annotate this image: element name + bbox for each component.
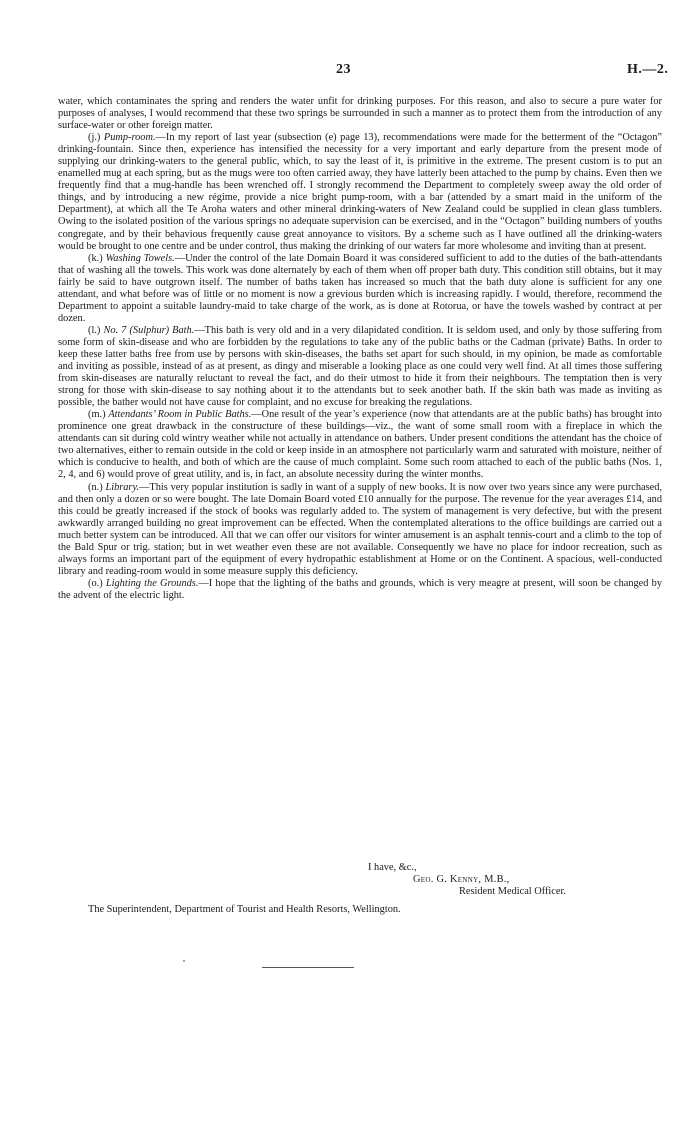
document-reference: H.—2. [627,62,669,77]
end-rule-divider [262,967,354,968]
signatory-title: Resident Medical Officer. [459,886,566,897]
section-heading: No. 7 (Sulphur) Bath. [103,324,195,336]
section-heading: Washing Towels. [105,252,175,264]
section-attendants-room [58,409,662,481]
signature-name: Geo. G. Kenny, M.B., [413,874,510,885]
section-label: (j.) [88,132,101,144]
section-washing-towels [58,253,662,325]
section-text: —This bath is very old and in a very dilapidated condition. It is seldom used, and only by those suffering from some form of skin-disease and who are forbidden by the regulations to take any of the public baths or the Cadman (private) Baths. In order to keep these latter baths free from use by persons with skin-diseases, the baths set apart for such should, in my opinion, be made as comfortable and inviting as possible, instead of as at present, as dingy and miserable a looking place as one could very well find. At all times those suffering from skin-diseases are naturally reluctant to reveal the fact, and do their utmost to hide it from their neighbours. The temptation then is very strong for those with skin-disease to say nothing about it to the attendants but to seek another bath. If the skin bath was made as inviting as possible, the bather would not have cause for complaint, and no excuse for breaking the regulations. [58,324,662,409]
section-label: (m.) [88,409,106,421]
signature [413,874,510,886]
section-heading: Attendants’ Room in Public Baths. [108,409,252,421]
section-text: —This very popular institution is sadly in want of a supply of new books. It is now over two years since any were purchased, and then only a dozen or so were bought. The late Domain Board voted £10 annually for the purpose. The revenue for the year averages £14, and this could be greatly increased if the stock of books was regularly added to. The system of management is very defective, but with the present awkwardly arranged building no great improvement can be effected. When the contemplated alterations to the office buildings are carried out a much better system can be introduced. All that we can offer our visitors for winter amusement is an asphalt tennis-court and a climb to the top of the Bald Spur or trig. station; but in wet weather even these are not available. Consequently we have no place for indoor recreation, such as always forms an important part of the equipment of every hydropathic establishment at Home or on the Continent. A spacious, well-conducted library and reading-room would in some measure supply this deficiency. [58,481,662,577]
page-number: 23 [336,62,351,77]
section-text: —One result of the year’s experience (now that attendants are at the public baths) has brought into prominence one great drawback in the constructure of these buildings—viz., the want of some small room with a fireplace in which the attendants can sit during cold wintry weather while not actually in attendance on bathers. Under present conditions the attendant has the choice of two alternatives, either to remain outside in the cold or keep inside in an atmosphere not particularly warm and saturated with moisture, neither of which is conducive to health, and both of which are the cause of much complaint. Some such room attached to each of the public baths (Nos. 1, 2, 4, and 6) would prove of great utility, and is, in fact, an absolute necessity during the winter months. [58,409,662,481]
section-text: —Under the control of the late Domain Board it was considered sufficient to add to the duties of the bath-attendants that of washing all the towels. This work was done alternately by each of them when off proper bath duty. This condition still obtains, but it may fairly be said to have outgrown itself. The number of baths taken has increased so much that the bath duty alone is sufficient for any one attendant, and what before was of little or no moment is now a grevious burden which is increasing rapidly. I would, therefore, recommend the Department to appoint a suitable laundry-maid to take charge of the work, as is done at Rotorua, or have the towels washed by contract at per dozen. [58,252,662,324]
section-text: —I hope that the lighting of the baths and grounds, which is very meagre at present, will soon be changed by the advent of the electric light. [58,577,662,601]
section-heading: Lighting the Grounds. [105,577,199,589]
section-heading: Library. [105,481,140,493]
valediction: I have, &c., [368,862,417,873]
section-label: (o.) [88,577,103,589]
section-heading: Pump-room. [103,132,156,144]
section-label: (l.) [88,324,101,336]
section-text: —In my report of last year (subsection (e) page 13), recommendations were made for the betterment of the “Octagon” drinking-fountain. Since then, experience has intensified the necessity for a very important and early departure from the present mode of supplying our drinking-waters to the general public, which, to say the least of it, is primitive in the extreme. The present custom is to put an enamelled mug at each spring, but as the mugs were too often carried away, they have latterly been attached to the pump by chains. Even then we frequently find that a mug-handle has been wrenched off. I strongly recommend the Department to completely sweep away the old order of things, and by introducing a new régime, provide a nice bright pump-room, with a bar (attended by a smart maid in the uniform of the Department), at which all the Te Aroha waters and other mineral drinking-waters of New Zealand could be supplied in clean glass tumblers. Owing to the isolated position of the various springs no adequate supervision can be exercised, and in the “Octagon” building numbers of youths congregate, and by their behavious frequently cause great annoyance to visitors. By a scheme such as I have outlined all the drinking-waters would be brought to one centre and be under control, thus making the drinking of our waters far more wholesome and inviting than at present. [58,132,662,252]
section-label: (n.) [88,481,103,493]
addressee-line: The Superintendent, Department of Tourist and Health Resorts, Wellington. [88,904,401,915]
report-body [58,96,662,602]
section-lighting [58,578,662,602]
section-sulphur-bath [58,325,662,409]
page-speck [183,960,185,962]
section-pump-room [58,132,662,252]
section-library [58,482,662,578]
section-label: (k.) [88,252,103,264]
intro-paragraph: water, which contaminates the spring and renders the water unfit for drinking purposes. For this reason, and also to secure a pure water for purposes of analyses, I would recommend that these two springs be surrounded in such a manner as to protect them from the introduction of any surface-water or other foreign matter. [58,96,662,132]
